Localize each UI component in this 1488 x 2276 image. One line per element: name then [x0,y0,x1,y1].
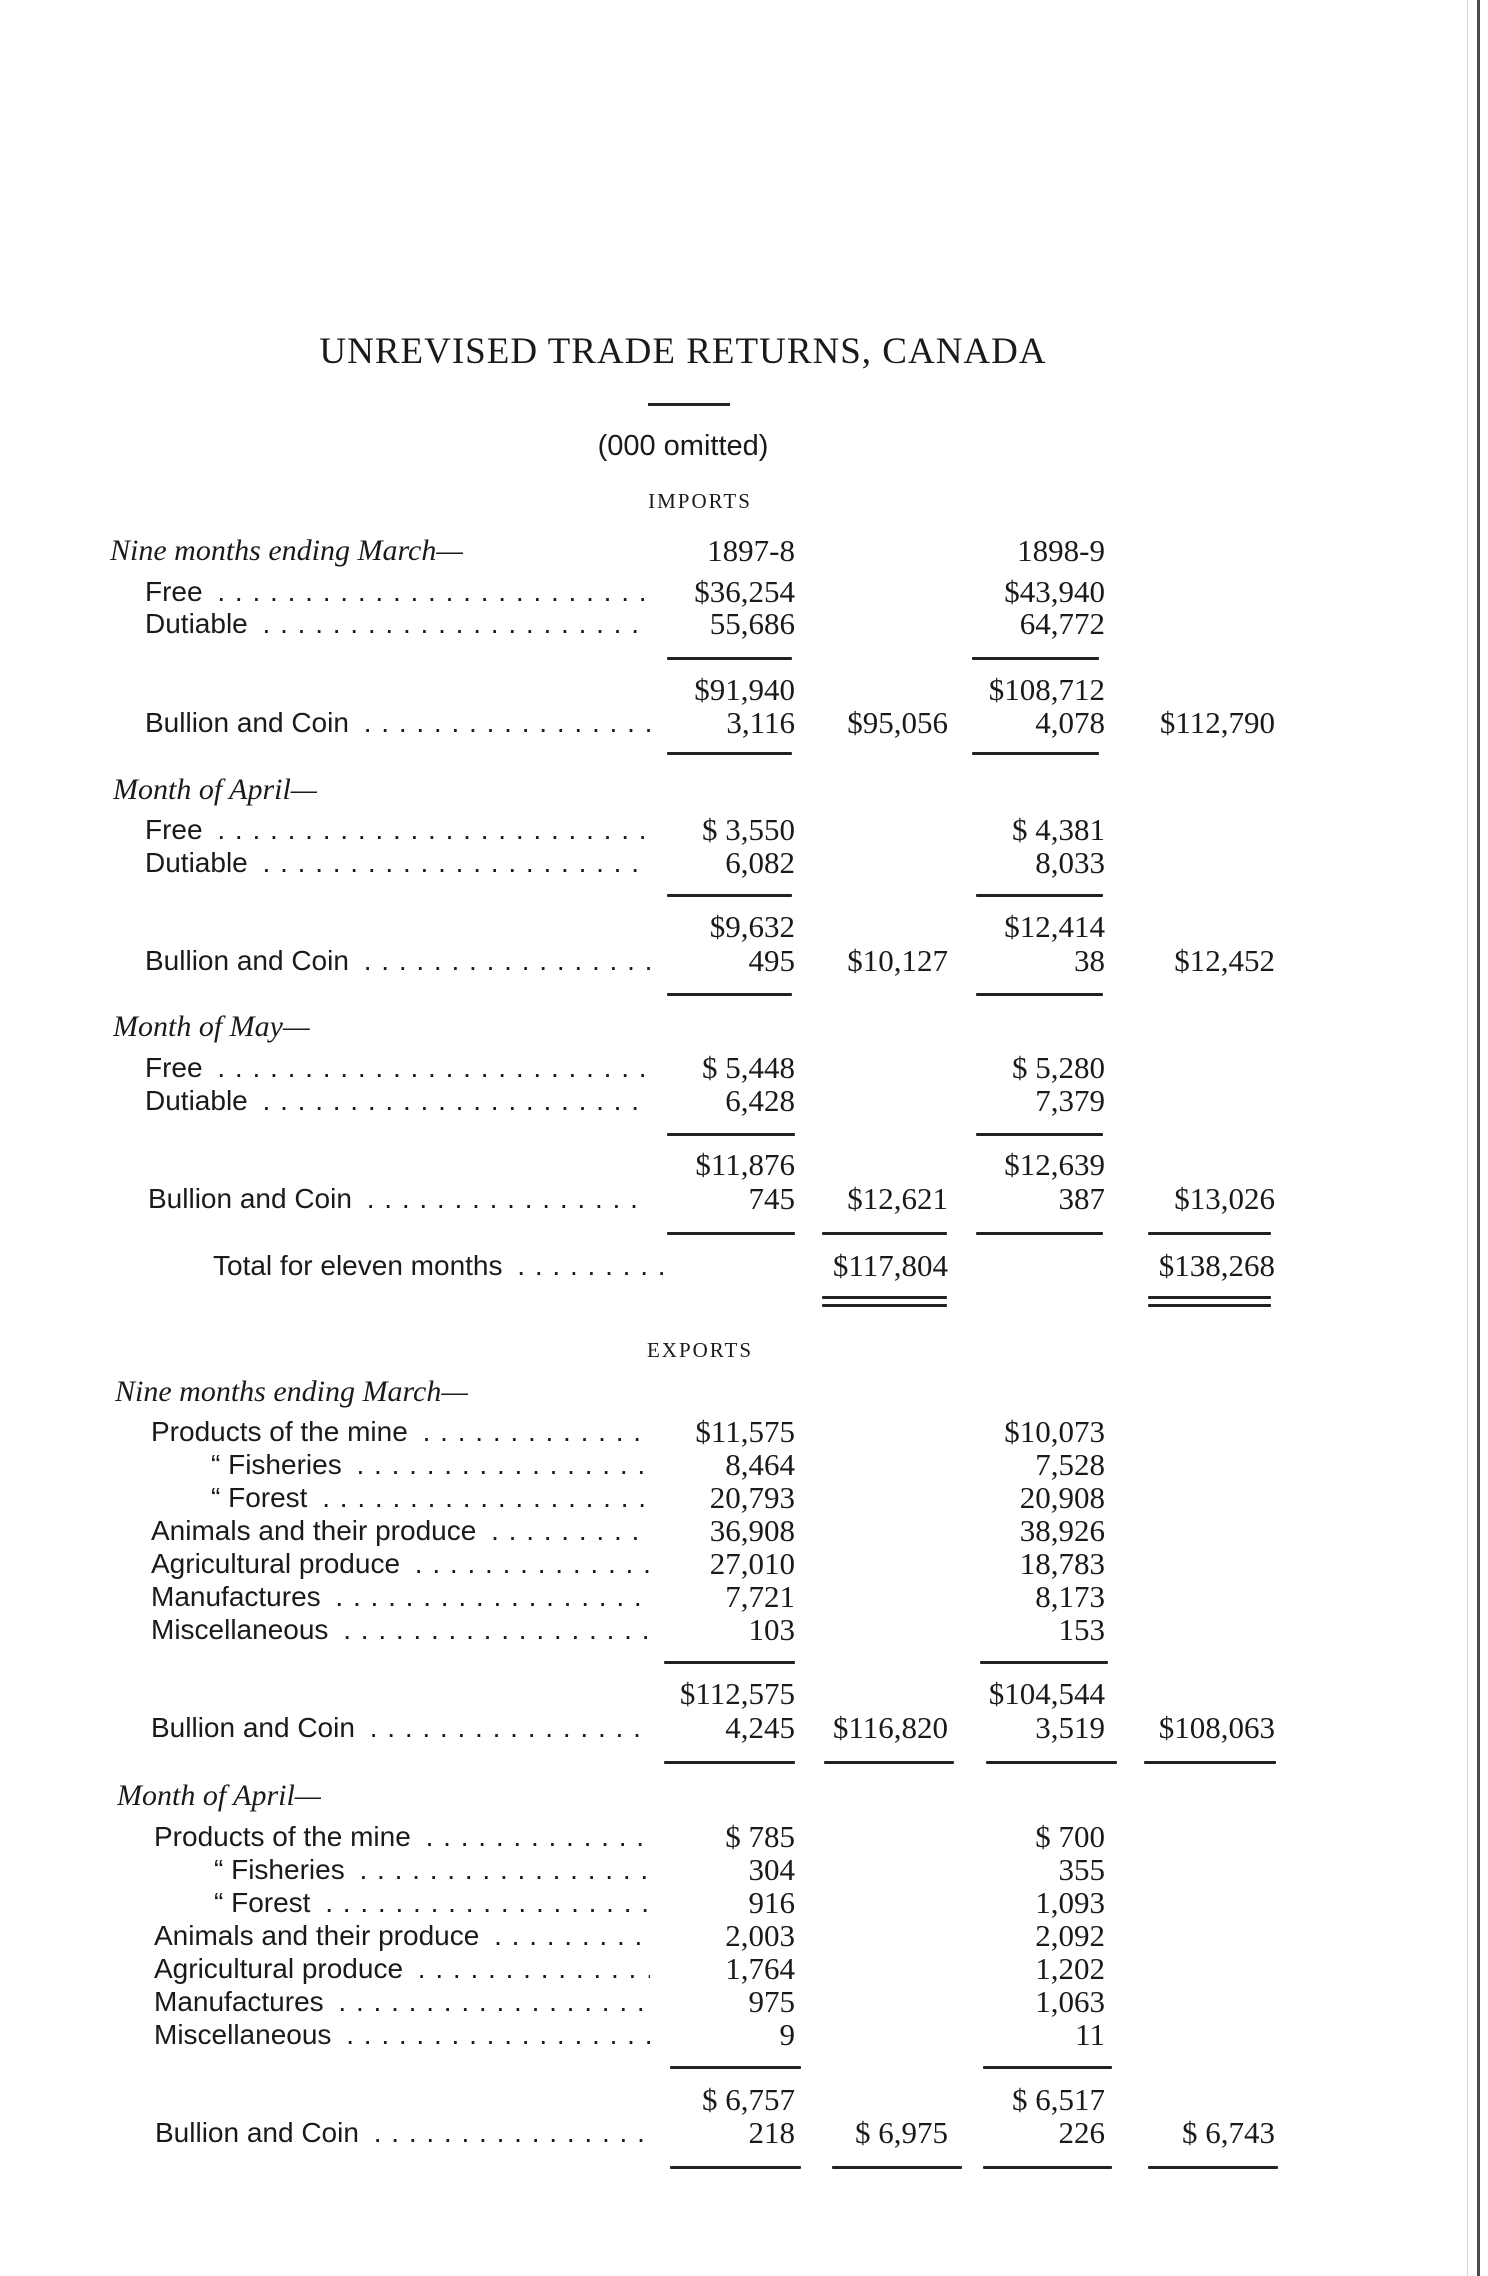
subtotal-rule [976,894,1103,897]
row-label: “ Forest . . . [214,1886,650,1919]
page-edge-binding [1477,0,1480,2276]
export-row [0,1481,1420,1514]
value-a: 6,428 [725,1083,795,1118]
value-a: 20,793 [709,1480,795,1515]
section-rule [972,752,1099,755]
section-rule [832,2166,962,2169]
value-a: $36,254 [694,574,795,609]
section-rule [1144,1761,1276,1764]
row-label: Agricultural produce . . . [154,1952,650,1985]
exports-april-subtotal-row [0,2083,1420,2116]
value-b: 7,379 [1035,1083,1105,1118]
bullion-b: 38 [1074,943,1105,978]
value-a: 975 [748,1984,795,2019]
total-a: $12,621 [847,1181,948,1216]
subtotal-a: $91,940 [694,672,795,707]
value-b: 1,093 [1035,1885,1105,1920]
section-rule [1148,2166,1278,2169]
row-label: Manufactures . . . [151,1580,650,1613]
subtotal-rule [667,657,792,660]
row-label: Miscellaneous . . . [154,2018,650,2051]
bullion-b: 4,078 [1035,705,1105,740]
imports-may-subtotal-row [0,1148,1420,1181]
value-a: 27,010 [709,1546,795,1581]
row-label: Animals and their produce . . . [154,1919,650,1952]
value-b: 20,908 [1019,1480,1105,1515]
value-b: $43,940 [1004,574,1105,609]
exports-nine-months-heading: Nine months ending March— [115,1375,469,1408]
row-label: “ Fisheries . . . [211,1448,650,1481]
row-label: Dutiable . . . [145,846,650,879]
imports-nine-subtotal-row [0,673,1420,706]
imports-may-free-row [0,1051,1420,1084]
value-a: 916 [748,1885,795,1920]
export-row [0,2018,1420,2051]
value-b: 8,173 [1035,1579,1105,1614]
value-b: 1,063 [1035,1984,1105,2019]
value-a: 55,686 [709,606,795,641]
value-a: 6,082 [725,845,795,880]
imports-nine-bullion-row [0,706,1420,739]
section-rule [1148,1232,1271,1235]
export-row [0,1886,1420,1919]
year-b-label: 1898-9 [1017,533,1105,568]
exports-april-heading: Month of April— [117,1779,322,1812]
row-label: Animals and their produce . . . [151,1514,650,1547]
section-rule [667,1232,795,1235]
total-a: $95,056 [847,705,948,740]
double-rule [1148,1304,1271,1307]
exports-nine-subtotal-row [0,1677,1420,1710]
value-b: $ 700 [1035,1819,1105,1854]
imports-nine-months-header-row [0,534,1420,567]
export-row [0,1448,1420,1481]
row-label: Bullion and Coin . . . [145,944,650,977]
value-a: 304 [748,1852,795,1887]
row-label: Bullion and Coin . . . [148,1182,650,1215]
value-a: 1,764 [725,1951,795,1986]
exports-heading: EXPORTS [646,1338,754,1362]
section-rule [824,1761,954,1764]
total-b: $12,452 [1174,943,1275,978]
bullion-b: 387 [1058,1181,1105,1216]
value-a: 2,003 [725,1918,795,1953]
grand-total-a: $117,804 [832,1248,948,1283]
value-b: 38,926 [1019,1513,1105,1548]
double-rule [1148,1296,1271,1299]
exports-april-bullion-row [0,2116,1420,2149]
subtotal-rule [980,1661,1108,1664]
imports-april-dutiable-row [0,846,1420,879]
page-edge-shadow [1467,0,1468,2276]
export-row [0,1613,1420,1646]
subtotal-rule [983,2066,1112,2069]
bullion-a: 3,116 [726,705,795,740]
section-rule [667,993,792,996]
subtotal-a: $11,876 [695,1147,795,1182]
imports-may-bullion-row [0,1182,1420,1215]
value-b: 153 [1058,1612,1105,1647]
value-b: 1,202 [1035,1951,1105,1986]
imports-may-heading: Month of May— [113,1010,310,1043]
double-rule [822,1304,947,1307]
value-a: $ 3,550 [702,812,795,847]
value-b: 64,772 [1019,606,1105,641]
section-rule [976,993,1103,996]
export-row [0,1580,1420,1613]
row-label: Dutiable . . . [145,1084,650,1117]
imports-april-header-row [0,773,1420,806]
total-b: $108,063 [1158,1710,1275,1745]
subtotal-b: $ 6,517 [1012,2082,1105,2117]
page-title: UNREVISED TRADE RETURNS, CANADA [319,331,1047,372]
total-b: $112,790 [1159,705,1275,740]
row-label: Products of the mine . . . [151,1415,650,1448]
bullion-b: 3,519 [1035,1710,1105,1745]
export-row [0,1985,1420,2018]
subtotal-a: $ 6,757 [702,2082,795,2117]
section-rule [670,2166,801,2169]
year-a-label: 1897-8 [707,533,795,568]
value-a: $ 785 [725,1819,795,1854]
total-b: $ 6,743 [1182,2115,1275,2150]
row-label: Free . . . [145,1051,650,1084]
row-label: Miscellaneous . . . [151,1613,650,1646]
imports-april-subtotal-row [0,910,1420,943]
value-a: 36,908 [709,1513,795,1548]
imports-nine-months-heading: Nine months ending March— [110,534,464,567]
imports-nine-dutiable-row [0,607,1420,640]
export-row [0,1952,1420,1985]
section-rule [664,1761,795,1764]
value-b: 11 [1075,2017,1105,2052]
export-row [0,1853,1420,1886]
grand-total-b: $138,268 [1158,1248,1275,1283]
value-a: 8,464 [725,1447,795,1482]
section-rule [986,1761,1117,1764]
subtotal-rule [976,1133,1103,1136]
row-label: Products of the mine . . . [154,1820,650,1853]
subtotal-b: $12,414 [1004,909,1105,944]
total-a: $10,127 [847,943,948,978]
row-label: Free . . . [145,813,650,846]
subtotal-rule [670,2066,801,2069]
row-label: “ Fisheries . . . [214,1853,650,1886]
value-b: $10,073 [1004,1414,1105,1449]
row-label: Agricultural produce . . . [151,1547,650,1580]
export-row [0,1547,1420,1580]
subtotal-b: $12,639 [1004,1147,1105,1182]
row-label: Manufactures . . . [154,1985,650,2018]
export-row [0,1514,1420,1547]
bullion-b: 226 [1058,2115,1105,2150]
row-label: Total for eleven months . . . [213,1249,668,1282]
subtotal-a: $112,575 [679,1676,795,1711]
units-note: (000 omitted) [597,430,769,462]
value-a: $11,575 [695,1414,795,1449]
value-a: 9 [779,2017,795,2052]
row-label: Free . . . [145,575,650,608]
subtotal-rule [667,1133,795,1136]
imports-eleven-months-row [0,1249,1420,1282]
subtotal-rule [664,1661,795,1664]
double-rule [822,1296,947,1299]
bullion-a: 745 [748,1181,795,1216]
subtotal-b: $104,544 [988,1676,1105,1711]
value-a: 103 [748,1612,795,1647]
imports-nine-free-row [0,575,1420,608]
export-row [0,1919,1420,1952]
export-row [0,1415,1420,1448]
imports-april-free-row [0,813,1420,846]
row-label: “ Forest . . . [211,1481,650,1514]
value-b: 7,528 [1035,1447,1105,1482]
row-label: Dutiable . . . [145,607,650,640]
section-rule [667,752,792,755]
bullion-a: 218 [748,2115,795,2150]
imports-may-header-row [0,1010,1420,1043]
total-a: $116,820 [832,1710,948,1745]
exports-april-header-row [0,1779,1420,1812]
value-a: $ 5,448 [702,1050,795,1085]
value-b: 355 [1058,1852,1105,1887]
section-rule [976,1232,1103,1235]
export-row [0,1820,1420,1853]
bullion-a: 495 [748,943,795,978]
row-label: Bullion and Coin . . . [145,706,650,739]
subtotal-a: $9,632 [709,909,795,944]
value-b: 18,783 [1019,1546,1105,1581]
value-b: $ 4,381 [1012,812,1105,847]
row-label: Bullion and Coin . . . [155,2116,650,2149]
imports-heading: IMPORTS [648,489,752,513]
title-rule [648,403,730,406]
value-b: $ 5,280 [1012,1050,1105,1085]
section-rule [822,1232,947,1235]
subtotal-rule [667,894,792,897]
imports-april-heading: Month of April— [113,773,318,806]
value-a: 7,721 [725,1579,795,1614]
exports-nine-bullion-row [0,1711,1420,1744]
total-a: $ 6,975 [855,2115,948,2150]
exports-nine-months-header-row [0,1375,1420,1408]
subtotal-rule [972,657,1099,660]
subtotal-b: $108,712 [988,672,1105,707]
value-b: 8,033 [1035,845,1105,880]
value-b: 2,092 [1035,1918,1105,1953]
row-label: Bullion and Coin . . . [151,1711,650,1744]
section-rule [983,2166,1112,2169]
imports-may-dutiable-row [0,1084,1420,1117]
total-b: $13,026 [1174,1181,1275,1216]
imports-april-bullion-row [0,944,1420,977]
bullion-a: 4,245 [725,1710,795,1745]
